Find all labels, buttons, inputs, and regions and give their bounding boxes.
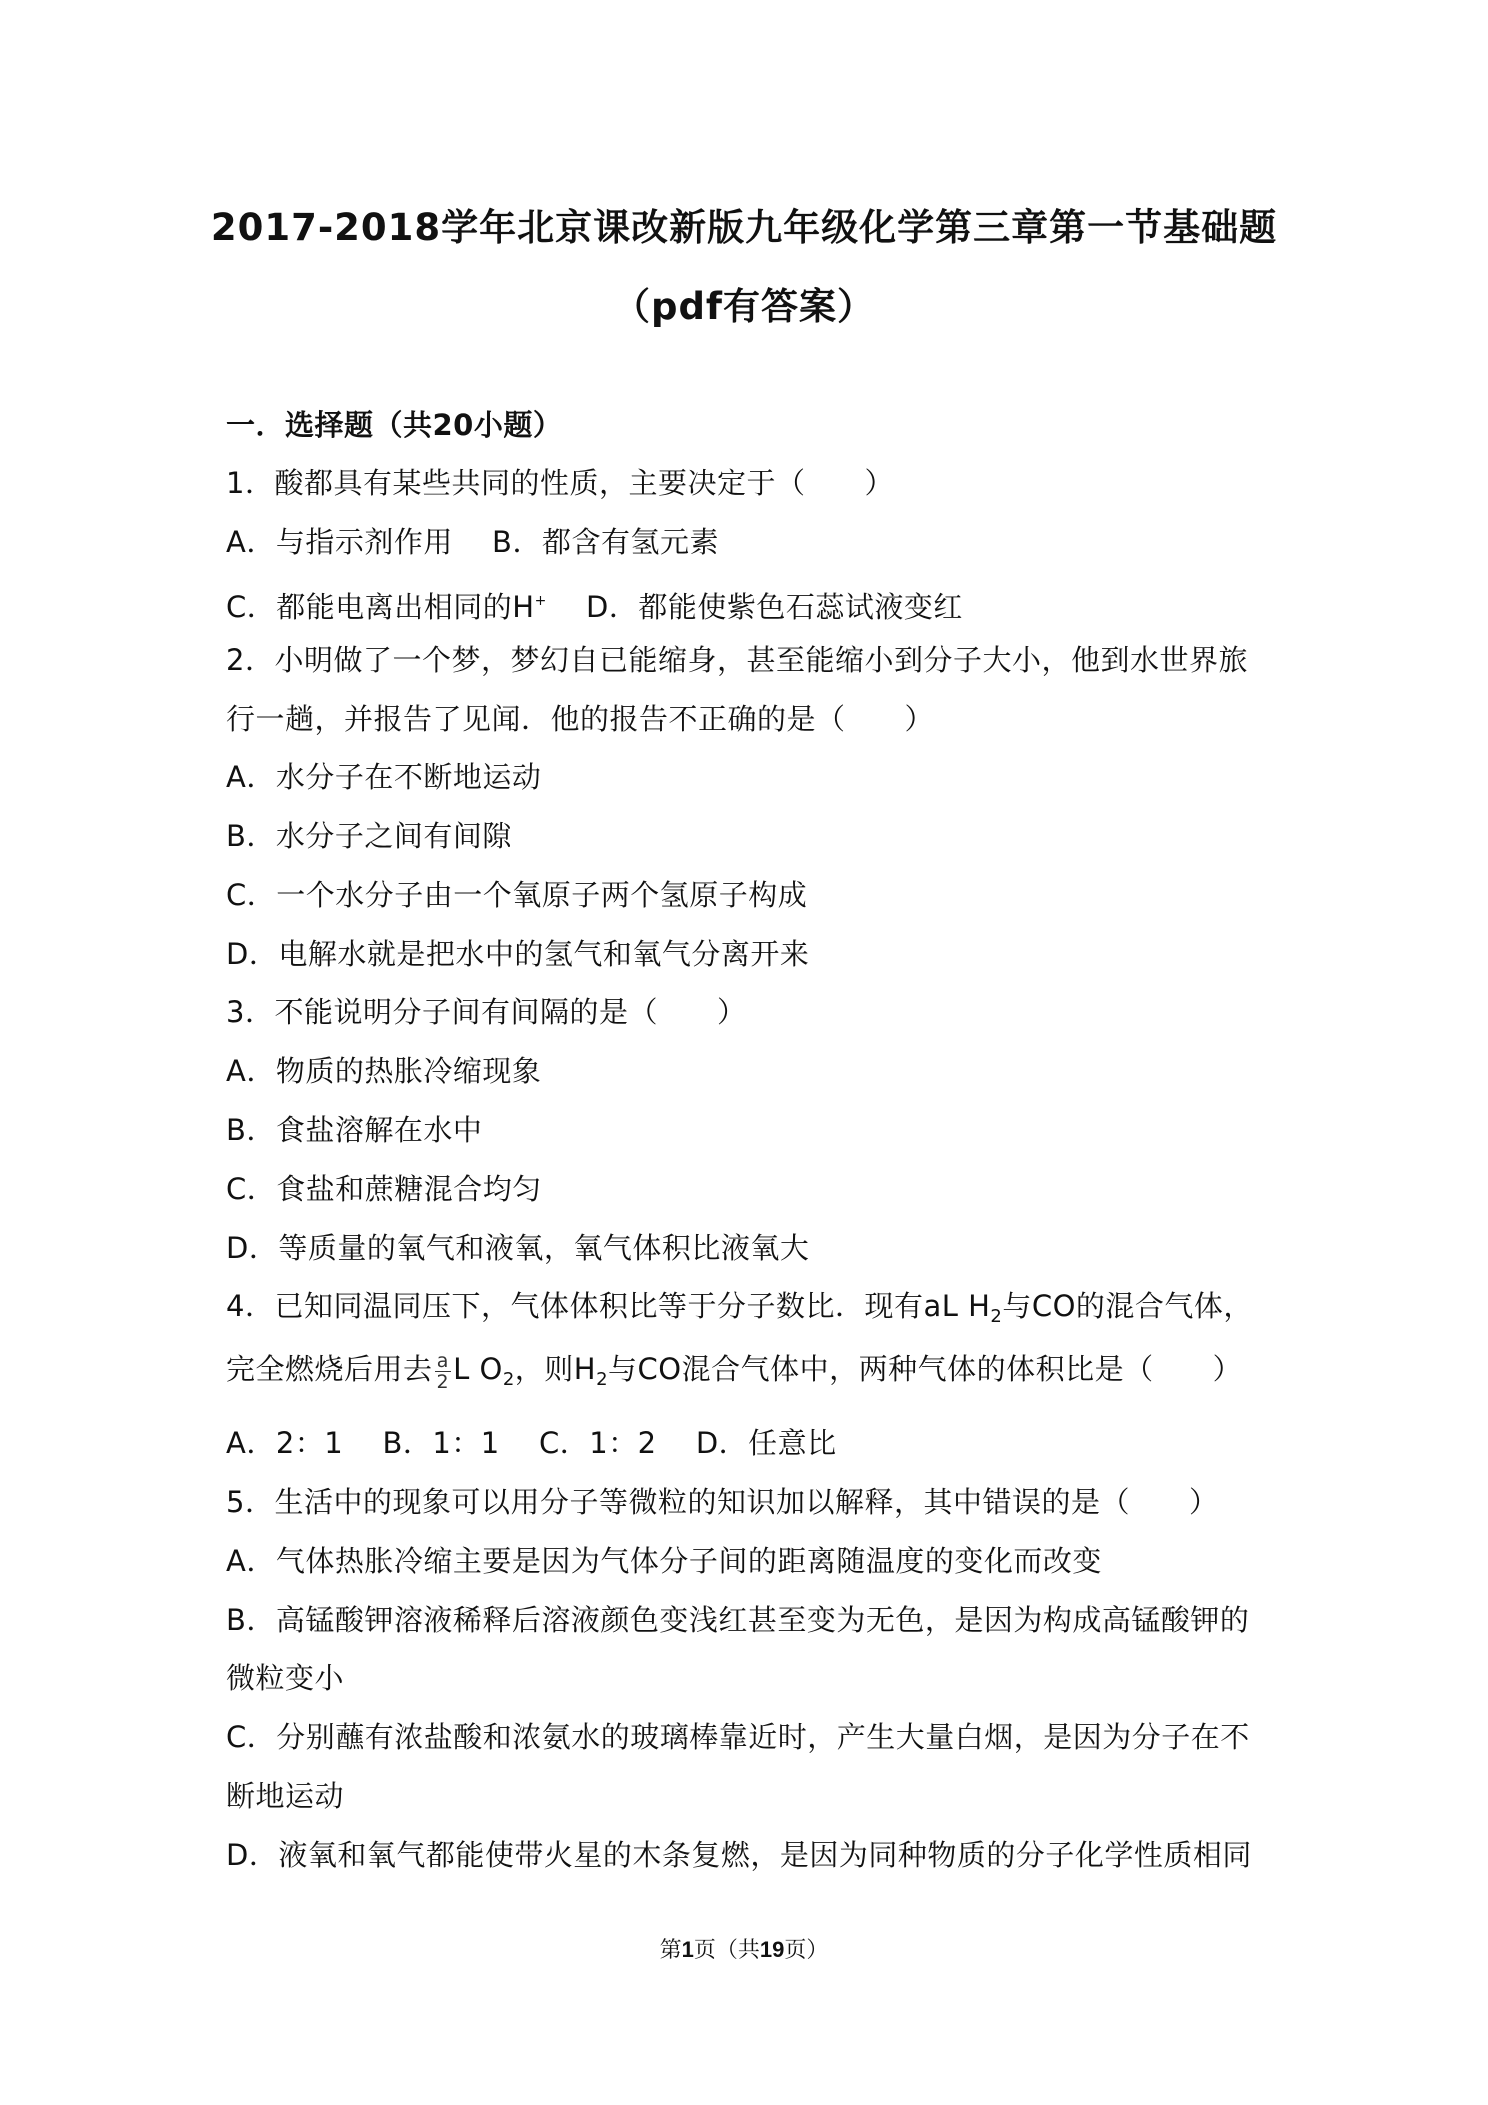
q4-stem-2-o2: L O (453, 1352, 503, 1386)
q2-stem-line-1: 2．小明做了一个梦，梦幻自已能缩身，甚至能缩小到分子大小，他到水世界旅 (226, 643, 1248, 677)
q5-option-b-line-1: B．高锰酸钾溶液稀释后溶液颜色变浅红甚至变为无色，是因为构成高锰酸钾的 (226, 1603, 1250, 1637)
q5-option-c-line-2: 断地运动 (226, 1779, 345, 1813)
q5-option-b-line-2: 微粒变小 (226, 1661, 345, 1695)
q2-stem-line-2: 行一趟，并报告了见闻．他的报告不正确的是（ ） (226, 702, 935, 736)
q1-options-ab: A．与指示剂作用 B．都含有氢元素 (226, 525, 719, 559)
q2-option-a: A．水分子在不断地运动 (226, 760, 542, 794)
footer-prefix: 第 (659, 1938, 682, 1963)
q3-option-a: A．物质的热胀冷缩现象 (226, 1054, 542, 1088)
q5-stem: 5．生活中的现象可以用分子等微粒的知识加以解释，其中错误的是（ ） (226, 1485, 1219, 1519)
q3-option-c: C．食盐和蔗糖混合均匀 (226, 1172, 542, 1206)
q4-h2-subscript: 2 (990, 1306, 1003, 1327)
q4-stem-line-1 (226, 1286, 1253, 1337)
page-footer (0, 1933, 1488, 1964)
q3-stem: 3．不能说明分子间有间隔的是（ ） (226, 995, 747, 1029)
q1-option-d: D．都能使紫色石蕊试液变红 (546, 590, 963, 624)
q4-stem-1-text: 4．已知同温同压下，气体体积比等于分子数比．现有aL H (226, 1289, 991, 1323)
q1-options-cd (226, 581, 963, 627)
title-line-2: （pdf有答案） (612, 285, 876, 328)
q4-fraction (435, 1351, 452, 1392)
q2-option-b: B．水分子之间有间隙 (226, 819, 512, 853)
q4-stem-line-2 (226, 1349, 1242, 1400)
q4-stem-2-h2: ，则H (514, 1352, 597, 1386)
q3-option-d: D．等质量的氧气和液氧，氧气体积比液氧大 (226, 1231, 810, 1265)
q1-option-c-charge: + (534, 593, 547, 609)
footer-middle: 页（共 (693, 1938, 760, 1963)
q5-option-d: D．液氧和氧气都能使带火星的木条复燃，是因为同种物质的分子化学性质相同 (226, 1838, 1252, 1872)
q4-stem-2-tail: 与CO混合气体中，两种气体的体积比是（ ） (608, 1352, 1243, 1386)
q4-stem-2-text: 完全燃烧后用去 (226, 1352, 433, 1386)
section-heading: 一．选择题（共20小题） (226, 408, 563, 442)
title-line-1: 2017-2018学年北京课改新版九年级化学第三章第一节基础题 (210, 206, 1278, 249)
q4-h2-subscript-2: 2 (596, 1369, 609, 1390)
q2-option-c: C．一个水分子由一个氧原子两个氢原子构成 (226, 878, 808, 912)
q4-fraction-numerator: a (435, 1351, 452, 1372)
q1-stem: 1．酸都具有某些共同的性质，主要决定于（ ） (226, 466, 894, 500)
q4-fraction-denominator: 2 (436, 1370, 450, 1393)
q4-o2-subscript: 2 (502, 1369, 515, 1390)
q5-option-a: A．气体热胀冷缩主要是因为气体分子间的距离随温度的变化而改变 (226, 1544, 1102, 1578)
q3-option-b: B．食盐溶解在水中 (226, 1113, 483, 1147)
q5-option-c-line-1: C．分别蘸有浓盐酸和浓氨水的玻璃棒靠近时，产生大量白烟，是因为分子在不 (226, 1720, 1250, 1754)
q1-option-c: C．都能电离出相同的H (226, 590, 535, 624)
q4-options: A．2：1 B．1：1 C．1：2 D．任意比 (226, 1426, 837, 1460)
q4-stem-1-tail: 与CO的混合气体， (1002, 1289, 1253, 1323)
q2-option-d: D．电解水就是把水中的氢气和氧气分离开来 (226, 937, 810, 971)
footer-suffix: 页） (784, 1938, 829, 1963)
footer-total-pages: 19 (759, 1937, 785, 1962)
footer-page-number: 1 (681, 1937, 694, 1962)
